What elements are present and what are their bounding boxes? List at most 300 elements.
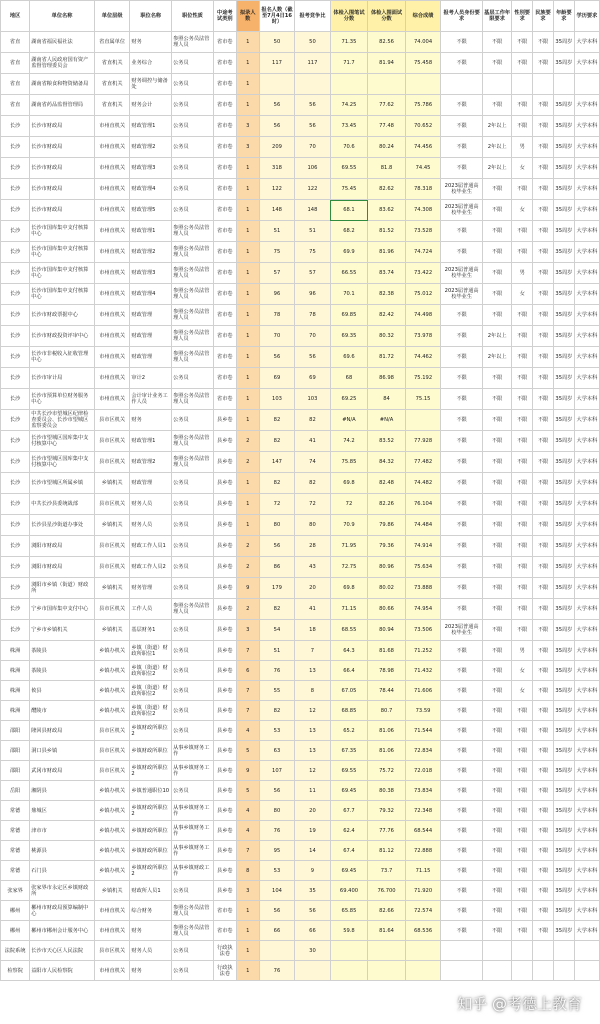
table-cell[interactable]: 县乡卷 — [213, 761, 236, 781]
table-cell[interactable]: 74.484 — [405, 515, 440, 536]
table-cell[interactable]: 66.4 — [330, 661, 368, 681]
table-cell[interactable]: 148 — [259, 200, 294, 221]
table-cell[interactable]: 不限 — [441, 681, 483, 701]
table-cell[interactable]: 不限 — [512, 557, 533, 578]
table-cell[interactable]: 乡镇办机关 — [94, 821, 129, 841]
table-cell[interactable]: 56 — [259, 116, 294, 137]
table-cell[interactable]: 76.104 — [405, 494, 440, 515]
table-cell[interactable]: 72 — [295, 494, 330, 515]
table-cell[interactable] — [368, 74, 406, 95]
table-cell[interactable]: 71.252 — [405, 641, 440, 661]
table-cell[interactable]: 省市卷 — [213, 200, 236, 221]
table-cell[interactable]: 长沙 — [1, 473, 30, 494]
table-cell[interactable]: 不限 — [483, 741, 512, 761]
table-cell[interactable]: 2023届普通高校毕业生 — [441, 620, 483, 641]
table-cell[interactable]: 117 — [295, 53, 330, 74]
table-cell[interactable]: 71.920 — [405, 881, 440, 901]
table-cell[interactable]: 省直 — [1, 95, 30, 116]
table-cell[interactable]: 1 — [236, 305, 259, 326]
table-cell[interactable]: 不限 — [512, 781, 533, 801]
table-cell[interactable]: 35周岁 — [553, 389, 574, 410]
table-cell[interactable]: 常德 — [1, 861, 30, 881]
table-cell[interactable]: 市州直机关 — [94, 263, 129, 284]
column-header[interactable]: 基层工作年限要求 — [483, 1, 512, 32]
table-cell[interactable]: 长沙 — [1, 368, 30, 389]
table-cell[interactable]: 大学本科 — [574, 578, 599, 599]
table-cell[interactable]: 长沙市望城区所属乡镇 — [30, 473, 95, 494]
table-cell[interactable]: #N/A — [330, 410, 368, 431]
table-cell[interactable]: 9 — [236, 761, 259, 781]
table-cell[interactable]: 市州直机关 — [94, 284, 129, 305]
table-cell[interactable]: 19 — [295, 821, 330, 841]
table-cell[interactable]: 省直 — [1, 53, 30, 74]
table-cell[interactable]: 35周岁 — [553, 801, 574, 821]
table-cell[interactable]: 73.422 — [405, 263, 440, 284]
table-cell[interactable]: 财政管理3 — [130, 263, 172, 284]
table-cell[interactable]: 74.45 — [405, 158, 440, 179]
table-cell[interactable]: 大学本科 — [574, 901, 599, 921]
table-cell[interactable]: 乡镇（街道）财政所职位2 — [130, 661, 172, 681]
table-cell[interactable]: 79.86 — [368, 515, 406, 536]
table-cell[interactable]: 不限 — [533, 347, 554, 368]
table-cell[interactable]: 常德 — [1, 841, 30, 861]
table-cell[interactable]: 1 — [236, 242, 259, 263]
column-header[interactable]: 单位名称 — [30, 1, 95, 32]
table-cell[interactable]: 81.64 — [368, 921, 406, 941]
table-cell[interactable]: 71.15 — [330, 599, 368, 620]
table-cell[interactable]: 59.8 — [330, 921, 368, 941]
table-cell[interactable]: 1 — [236, 179, 259, 200]
table-cell[interactable]: 3 — [236, 620, 259, 641]
table-cell[interactable]: 乡镇办机关 — [94, 781, 129, 801]
table-cell[interactable]: 不限 — [483, 242, 512, 263]
table-cell[interactable]: 公务员 — [172, 494, 214, 515]
table-cell[interactable]: 81.68 — [368, 641, 406, 661]
table-cell[interactable]: 18 — [295, 620, 330, 641]
table-cell[interactable] — [405, 941, 440, 961]
table-cell[interactable]: 大学本科 — [574, 326, 599, 347]
table-cell[interactable]: 不限 — [533, 536, 554, 557]
table-cell[interactable]: 大学本科 — [574, 452, 599, 473]
table-cell[interactable]: 82 — [259, 473, 294, 494]
table-cell[interactable]: 不限 — [483, 557, 512, 578]
table-cell[interactable]: 30 — [295, 941, 330, 961]
table-cell[interactable]: 女 — [512, 284, 533, 305]
table-cell[interactable]: 不限 — [533, 179, 554, 200]
table-cell[interactable]: 80.32 — [368, 326, 406, 347]
table-cell[interactable]: 大学本科 — [574, 221, 599, 242]
table-cell[interactable]: 乡镇办机关 — [94, 641, 129, 661]
table-cell[interactable]: 不限 — [512, 452, 533, 473]
table-cell[interactable]: 不限 — [512, 761, 533, 781]
table-cell[interactable]: 不限 — [533, 901, 554, 921]
table-cell[interactable]: 长沙市非税收入征收管理中心 — [30, 347, 95, 368]
table-cell[interactable]: 55 — [259, 681, 294, 701]
table-cell[interactable]: 77.76 — [368, 821, 406, 841]
table-cell[interactable]: 大学本科 — [574, 881, 599, 901]
table-cell[interactable]: 69.400 — [330, 881, 368, 901]
table-cell[interactable]: 大学本科 — [574, 494, 599, 515]
table-cell[interactable]: 74.004 — [405, 32, 440, 53]
table-cell[interactable]: 大学本科 — [574, 681, 599, 701]
table-cell[interactable]: 长沙 — [1, 536, 30, 557]
table-cell[interactable]: 71.95 — [330, 536, 368, 557]
table-cell[interactable]: 不限 — [533, 305, 554, 326]
table-cell[interactable]: 长沙 — [1, 515, 30, 536]
table-cell[interactable]: 市州直机关 — [94, 158, 129, 179]
table-cell[interactable]: 35周岁 — [553, 221, 574, 242]
table-cell[interactable] — [259, 74, 294, 95]
table-cell[interactable]: 7 — [236, 841, 259, 861]
table-cell[interactable]: 乡镇财政所职位2 — [130, 721, 172, 741]
table-cell[interactable]: 公务员 — [172, 179, 214, 200]
table-cell[interactable]: 不限 — [512, 53, 533, 74]
table-cell[interactable]: 长沙 — [1, 137, 30, 158]
table-cell[interactable]: 长沙市审计局 — [30, 368, 95, 389]
table-cell[interactable]: 7 — [236, 681, 259, 701]
table-cell[interactable]: 长沙 — [1, 452, 30, 473]
table-cell[interactable]: 市州直机关 — [94, 179, 129, 200]
table-cell[interactable]: 县市区机关 — [94, 599, 129, 620]
table-cell[interactable]: 35周岁 — [553, 741, 574, 761]
table-cell[interactable]: 大学本科 — [574, 242, 599, 263]
table-cell[interactable]: 省市卷 — [213, 263, 236, 284]
table-cell[interactable]: 12 — [295, 761, 330, 781]
table-cell[interactable]: 长沙 — [1, 578, 30, 599]
table-cell[interactable]: 不限 — [512, 431, 533, 452]
table-cell[interactable]: 75 — [295, 242, 330, 263]
table-cell[interactable]: 不限 — [533, 200, 554, 221]
table-cell[interactable]: 77.62 — [368, 95, 406, 116]
table-cell[interactable]: 县乡卷 — [213, 578, 236, 599]
table-cell[interactable] — [574, 74, 599, 95]
table-cell[interactable]: 不限 — [512, 368, 533, 389]
table-cell[interactable]: 县乡卷 — [213, 494, 236, 515]
table-cell[interactable]: 不限 — [483, 368, 512, 389]
table-cell[interactable]: 不限 — [512, 821, 533, 841]
table-cell[interactable]: 市州直机关 — [94, 137, 129, 158]
table-cell[interactable]: 65.85 — [330, 901, 368, 921]
table-cell[interactable]: 不限 — [441, 557, 483, 578]
table-cell[interactable]: 省市卷 — [213, 179, 236, 200]
table-cell[interactable]: 工作人员 — [130, 599, 172, 620]
table-cell[interactable]: 209 — [259, 137, 294, 158]
table-cell[interactable]: 72.348 — [405, 801, 440, 821]
table-cell[interactable]: 公务员 — [172, 681, 214, 701]
table-cell[interactable]: 省市卷 — [213, 137, 236, 158]
table-cell[interactable]: 9 — [295, 861, 330, 881]
table-cell[interactable]: 不限 — [441, 861, 483, 881]
table-cell[interactable]: 75.012 — [405, 284, 440, 305]
table-cell[interactable]: 县乡卷 — [213, 620, 236, 641]
table-cell[interactable]: 75.72 — [368, 761, 406, 781]
table-cell[interactable]: 长沙市国库集中支付核算中心 — [30, 263, 95, 284]
table-cell[interactable] — [441, 74, 483, 95]
table-cell[interactable]: 省市卷 — [213, 326, 236, 347]
table-cell[interactable]: 大学本科 — [574, 389, 599, 410]
table-cell[interactable]: 公务员 — [172, 200, 214, 221]
table-cell[interactable]: 35周岁 — [553, 901, 574, 921]
column-header[interactable]: 报名人数（截至7月4日16时） — [259, 1, 294, 32]
table-cell[interactable] — [512, 941, 533, 961]
table-cell[interactable]: 1 — [236, 74, 259, 95]
table-cell[interactable]: 公务员 — [172, 557, 214, 578]
table-cell[interactable]: 35周岁 — [553, 410, 574, 431]
table-cell[interactable]: 长沙 — [1, 242, 30, 263]
table-cell[interactable]: 68.536 — [405, 921, 440, 941]
table-cell[interactable]: 长沙 — [1, 116, 30, 137]
table-cell[interactable]: 81.94 — [368, 53, 406, 74]
table-cell[interactable]: 86 — [259, 557, 294, 578]
table-cell[interactable]: 不限 — [512, 347, 533, 368]
table-cell[interactable]: 107 — [259, 761, 294, 781]
table-cell[interactable]: 1 — [236, 263, 259, 284]
table-cell[interactable]: 财政所人员1 — [130, 881, 172, 901]
table-cell[interactable]: 不限 — [533, 620, 554, 641]
table-cell[interactable]: 106 — [295, 158, 330, 179]
table-cell[interactable]: 74.954 — [405, 599, 440, 620]
table-cell[interactable]: 参照公务员法管理人员 — [172, 599, 214, 620]
table-cell[interactable]: 不限 — [533, 641, 554, 661]
table-cell[interactable]: 财政管理1 — [130, 221, 172, 242]
table-cell[interactable]: 不限 — [441, 901, 483, 921]
table-cell[interactable]: 邵阳 — [1, 761, 30, 781]
table-cell[interactable]: 35周岁 — [553, 263, 574, 284]
table-cell[interactable]: 57 — [295, 263, 330, 284]
table-cell[interactable]: 13 — [295, 721, 330, 741]
table-cell[interactable]: 张家界 — [1, 881, 30, 901]
table-cell[interactable]: 省市卷 — [213, 284, 236, 305]
table-cell[interactable]: 65.2 — [330, 721, 368, 741]
table-cell[interactable]: 长沙 — [1, 326, 30, 347]
table-cell[interactable]: 71.15 — [405, 861, 440, 881]
column-header[interactable]: 综合成绩 — [405, 1, 440, 32]
table-cell[interactable]: 不限 — [483, 861, 512, 881]
table-cell[interactable]: 不限 — [441, 841, 483, 861]
table-cell[interactable]: 70.652 — [405, 116, 440, 137]
table-cell[interactable]: 长沙 — [1, 389, 30, 410]
table-cell[interactable]: 不限 — [483, 305, 512, 326]
table-cell[interactable]: 1 — [236, 901, 259, 921]
table-cell[interactable]: 66 — [295, 921, 330, 941]
table-cell[interactable]: 1 — [236, 53, 259, 74]
table-cell[interactable]: 1 — [236, 410, 259, 431]
table-cell[interactable]: 不限 — [483, 473, 512, 494]
table-cell[interactable]: 省直机关 — [94, 95, 129, 116]
table-cell[interactable]: 公务员 — [172, 368, 214, 389]
table-cell[interactable]: 13 — [295, 661, 330, 681]
table-cell[interactable] — [553, 74, 574, 95]
table-cell[interactable]: 大学本科 — [574, 473, 599, 494]
table-cell[interactable]: 不限 — [441, 431, 483, 452]
table-cell[interactable]: 1 — [236, 200, 259, 221]
table-cell[interactable]: 省市卷 — [213, 221, 236, 242]
table-cell[interactable]: 中共长沙市望城区纪律检查委员会、长沙市望城区监察委员会 — [30, 410, 95, 431]
table-cell[interactable]: 1 — [236, 494, 259, 515]
table-cell[interactable]: 103 — [295, 389, 330, 410]
table-cell[interactable]: 1 — [236, 284, 259, 305]
table-cell[interactable]: 35周岁 — [553, 452, 574, 473]
table-cell[interactable]: 长沙 — [1, 158, 30, 179]
table-cell[interactable]: 4 — [236, 821, 259, 841]
table-cell[interactable] — [330, 74, 368, 95]
table-cell[interactable]: 不限 — [512, 620, 533, 641]
table-cell[interactable]: 6 — [236, 661, 259, 681]
table-cell[interactable]: 法院系统 — [1, 941, 30, 961]
table-cell[interactable]: 35周岁 — [553, 368, 574, 389]
table-cell[interactable]: 3 — [236, 116, 259, 137]
table-cell[interactable]: 大学本科 — [574, 921, 599, 941]
table-cell[interactable]: 大学本科 — [574, 53, 599, 74]
table-cell[interactable]: 77.482 — [405, 452, 440, 473]
table-cell[interactable]: 行政执法卷 — [213, 941, 236, 961]
table-cell[interactable]: 省直 — [1, 32, 30, 53]
table-cell[interactable]: 大学本科 — [574, 515, 599, 536]
table-cell[interactable]: 35周岁 — [553, 781, 574, 801]
table-cell[interactable]: 财政管理2 — [130, 137, 172, 158]
table-cell[interactable]: 县乡卷 — [213, 473, 236, 494]
table-cell[interactable]: 县乡卷 — [213, 410, 236, 431]
table-cell[interactable]: 76.700 — [368, 881, 406, 901]
table-cell[interactable]: 从事乡镇财务工作 — [172, 741, 214, 761]
table-cell[interactable]: 7 — [236, 701, 259, 721]
table-cell[interactable]: 女 — [512, 661, 533, 681]
table-cell[interactable]: 35周岁 — [553, 701, 574, 721]
table-cell[interactable]: 68.1 — [330, 200, 368, 221]
table-cell[interactable]: 公务员 — [172, 158, 214, 179]
table-cell[interactable]: 86.98 — [368, 368, 406, 389]
table-cell[interactable]: 财务人员 — [130, 494, 172, 515]
table-cell[interactable]: 35周岁 — [553, 242, 574, 263]
table-cell[interactable] — [533, 941, 554, 961]
table-cell[interactable]: 不限 — [483, 179, 512, 200]
table-cell[interactable]: 参照公务员法管理人员 — [172, 901, 214, 921]
table-cell[interactable]: 公务员 — [172, 578, 214, 599]
table-cell[interactable]: 35周岁 — [553, 431, 574, 452]
table-cell[interactable]: 66.55 — [330, 263, 368, 284]
table-cell[interactable]: 76 — [259, 661, 294, 681]
table-cell[interactable]: 公务员 — [172, 620, 214, 641]
table-cell[interactable]: 56 — [295, 901, 330, 921]
table-cell[interactable]: 县市区机关 — [94, 452, 129, 473]
table-cell[interactable]: 乡镇（街道）财政所职位2 — [130, 701, 172, 721]
table-cell[interactable]: 1 — [236, 368, 259, 389]
table-cell[interactable]: 公务员 — [172, 536, 214, 557]
table-cell[interactable]: 82 — [259, 431, 294, 452]
table-cell[interactable]: 男 — [512, 263, 533, 284]
table-cell[interactable]: 不限 — [533, 452, 554, 473]
table-cell[interactable]: 不限 — [533, 861, 554, 881]
table-cell[interactable]: 长沙县星沙街道办事处 — [30, 515, 95, 536]
table-cell[interactable]: #N/A — [368, 410, 406, 431]
table-cell[interactable]: 78.98 — [368, 661, 406, 681]
table-cell[interactable]: 35周岁 — [553, 116, 574, 137]
table-cell[interactable]: 不限 — [533, 242, 554, 263]
table-cell[interactable]: 不限 — [512, 389, 533, 410]
table-cell[interactable]: 郴州市财政局预算编制中心 — [30, 901, 95, 921]
table-cell[interactable]: 不限 — [533, 821, 554, 841]
table-cell[interactable]: 攸县 — [30, 681, 95, 701]
table-cell[interactable]: 不限 — [512, 32, 533, 53]
table-cell[interactable]: 69.9 — [330, 242, 368, 263]
column-header[interactable]: 报考竞争比 — [295, 1, 330, 32]
table-cell[interactable]: 78 — [295, 305, 330, 326]
table-cell[interactable] — [295, 961, 330, 981]
table-cell[interactable]: 148 — [295, 200, 330, 221]
table-cell[interactable]: 省直属单位 — [94, 32, 129, 53]
table-cell[interactable]: 长沙市天心区人民法院 — [30, 941, 95, 961]
table-cell[interactable]: 74.724 — [405, 242, 440, 263]
table-cell[interactable]: 53 — [259, 861, 294, 881]
table-cell[interactable]: 不限 — [441, 137, 483, 158]
table-cell[interactable]: 大学本科 — [574, 821, 599, 841]
table-cell[interactable]: 不限 — [512, 721, 533, 741]
table-cell[interactable]: 1 — [236, 515, 259, 536]
table-cell[interactable]: 不限 — [512, 116, 533, 137]
table-cell[interactable]: 长沙 — [1, 200, 30, 221]
table-cell[interactable] — [405, 74, 440, 95]
table-cell[interactable]: 财政管理1 — [130, 116, 172, 137]
table-cell[interactable]: 大学本科 — [574, 620, 599, 641]
table-cell[interactable]: 不限 — [441, 881, 483, 901]
table-cell[interactable]: 乡镇机关 — [94, 620, 129, 641]
table-cell[interactable]: 市州直机关 — [94, 389, 129, 410]
table-cell[interactable]: 77.48 — [368, 116, 406, 137]
table-cell[interactable]: 74.25 — [330, 95, 368, 116]
table-cell[interactable]: 1 — [236, 921, 259, 941]
table-cell[interactable]: 县乡卷 — [213, 431, 236, 452]
table-cell[interactable]: 省市卷 — [213, 368, 236, 389]
table-cell[interactable]: 不限 — [441, 515, 483, 536]
table-cell[interactable]: 35周岁 — [553, 661, 574, 681]
table-cell[interactable]: 浏阳市乡镇（街道）财政所 — [30, 578, 95, 599]
table-cell[interactable]: 76 — [259, 961, 294, 981]
table-cell[interactable]: 70 — [295, 137, 330, 158]
table-cell[interactable]: 75.634 — [405, 557, 440, 578]
table-cell[interactable]: 73.506 — [405, 620, 440, 641]
table-cell[interactable]: 乡镇办机关 — [94, 661, 129, 681]
table-cell[interactable]: 从事乡镇财务工作 — [172, 801, 214, 821]
table-cell[interactable]: 财政管理3 — [130, 158, 172, 179]
table-cell[interactable]: 69.45 — [330, 781, 368, 801]
table-cell[interactable]: 县乡卷 — [213, 557, 236, 578]
table-cell[interactable]: 大学本科 — [574, 641, 599, 661]
table-cell[interactable]: 不限 — [441, 701, 483, 721]
table-cell[interactable]: 82.42 — [368, 305, 406, 326]
table-cell[interactable]: 从事乡镇财务工作 — [172, 821, 214, 841]
table-cell[interactable]: 乡镇机关 — [94, 578, 129, 599]
table-cell[interactable]: 不限 — [533, 32, 554, 53]
table-cell[interactable]: 69.8 — [330, 578, 368, 599]
table-cell[interactable]: 大学本科 — [574, 32, 599, 53]
table-cell[interactable] — [259, 941, 294, 961]
table-cell[interactable]: 83.62 — [368, 200, 406, 221]
table-cell[interactable]: 市州直机关 — [94, 200, 129, 221]
table-cell[interactable]: 179 — [259, 578, 294, 599]
table-cell[interactable]: 73.45 — [330, 116, 368, 137]
table-cell[interactable]: 不限 — [512, 901, 533, 921]
table-cell[interactable]: 不限 — [441, 741, 483, 761]
table-cell[interactable]: 茶陵县 — [30, 661, 95, 681]
table-cell[interactable]: 湘阴县 — [30, 781, 95, 801]
table-cell[interactable]: 不限 — [533, 841, 554, 861]
table-cell[interactable]: 不限 — [533, 578, 554, 599]
table-cell[interactable] — [512, 74, 533, 95]
table-cell[interactable]: 县乡卷 — [213, 801, 236, 821]
table-cell[interactable] — [574, 961, 599, 981]
table-cell[interactable]: 财政管理 — [130, 305, 172, 326]
table-cell[interactable]: 长沙 — [1, 410, 30, 431]
